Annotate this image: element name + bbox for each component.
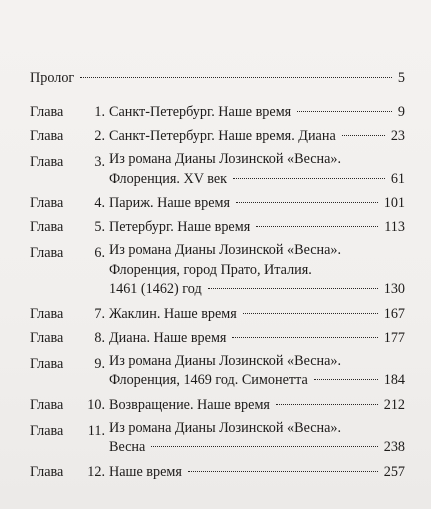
toc-row-chapter: [30, 239, 405, 302]
chapter-number: 8.: [94, 329, 105, 346]
toc-row-chapter: [30, 326, 405, 350]
chapter-page-number: 167: [383, 305, 405, 322]
toc-row-chapter: [30, 417, 405, 460]
chapter-page-number: 212: [383, 396, 405, 413]
chapter-word: Глава: [30, 154, 64, 170]
chapter-page-number: 9: [397, 104, 405, 120]
dot-leader: [256, 226, 378, 227]
chapter-title-line: Из романа Дианы Лозинской «Весна».: [109, 242, 342, 258]
toc-row-chapter: [30, 148, 405, 191]
chapter-title-line: Из романа Дианы Лозинской «Весна».: [109, 352, 342, 369]
prolog-page-number: 5: [397, 70, 405, 86]
toc-row-chapter: [30, 393, 405, 417]
prolog-title: Пролог: [30, 70, 75, 86]
table-of-contents: [30, 66, 405, 484]
chapter-title-line: Санкт-Петербург. Наше время: [109, 104, 292, 120]
chapter-title-line: Флоренция. XV век: [109, 170, 228, 187]
chapter-word: Глава: [30, 128, 64, 144]
chapter-number: 7.: [94, 305, 105, 322]
toc-row-chapter: [30, 302, 405, 326]
chapter-number: 12.: [87, 463, 105, 480]
chapter-title-line: Из романа Дианы Лозинской «Весна».: [109, 419, 342, 436]
dot-leader: [243, 313, 378, 314]
toc-row-chapter: [30, 460, 405, 484]
chapter-word: Глава: [30, 305, 64, 322]
dot-leader: [208, 288, 378, 289]
chapter-word: Глава: [30, 219, 64, 235]
chapter-title-line: Возвращение. Наше время: [109, 396, 270, 413]
toc-row-prolog: [30, 66, 405, 90]
chapter-word: Глава: [30, 245, 64, 261]
chapter-page-number: 23: [390, 128, 405, 144]
chapter-word: Глава: [30, 355, 64, 372]
chapter-title-line: Весна: [109, 439, 146, 455]
chapter-word: Глава: [30, 195, 64, 211]
chapter-title-line: Флоренция, город Прато, Италия.: [109, 261, 312, 278]
chapter-number: 5.: [94, 219, 105, 235]
dot-leader: [233, 178, 385, 179]
chapter-title-line: Из романа Дианы Лозинской «Весна».: [109, 151, 342, 167]
chapter-page-number: 101: [383, 195, 405, 211]
chapter-word: Глава: [30, 396, 64, 413]
dot-leader: [236, 202, 378, 203]
chapter-page-number: 113: [384, 219, 405, 235]
dot-leader: [188, 471, 378, 472]
chapter-title-line: Наше время: [109, 463, 182, 480]
dot-leader: [314, 379, 378, 380]
chapter-word: Глава: [30, 329, 64, 346]
chapter-page-number: 184: [383, 372, 405, 388]
chapter-page-number: 130: [383, 281, 405, 297]
toc-row-chapter: [30, 124, 405, 148]
chapter-page-number: 238: [383, 439, 405, 455]
chapter-number: 4.: [94, 195, 105, 211]
chapter-number: 3.: [94, 154, 105, 170]
dot-leader: [151, 446, 377, 447]
chapter-title-line: Флоренция, 1469 год. Симонетта: [109, 372, 308, 388]
chapter-title-line: 1461 (1462) год: [109, 281, 202, 297]
chapter-number: 1.: [94, 104, 105, 120]
dot-leader: [276, 404, 378, 405]
chapter-page-number: 177: [383, 329, 405, 346]
dot-leader: [342, 135, 385, 136]
toc-row-chapter: [30, 191, 405, 215]
toc-row-chapter: [30, 215, 405, 239]
dot-leader: [80, 77, 392, 78]
chapter-page-number: 257: [383, 463, 405, 480]
chapter-word: Глава: [30, 104, 64, 120]
chapter-number: 6.: [94, 245, 105, 261]
chapter-title-line: Санкт-Петербург. Наше время. Диана: [109, 128, 336, 144]
chapter-number: 10.: [87, 396, 105, 413]
chapter-title-line: Диана. Наше время: [109, 329, 227, 346]
dot-leader: [232, 337, 377, 338]
chapter-number: 9.: [94, 355, 105, 372]
chapter-title-line: Жаклин. Наше время: [109, 305, 237, 322]
chapter-word: Глава: [30, 422, 64, 439]
chapter-number: 11.: [87, 422, 105, 439]
chapter-number: 2.: [94, 128, 105, 144]
toc-row-chapter: [30, 100, 405, 124]
chapter-word: Глава: [30, 463, 64, 480]
chapter-page-number: 61: [390, 170, 405, 187]
chapter-title-line: Париж. Наше время: [109, 195, 231, 211]
toc-row-chapter: [30, 350, 405, 393]
chapter-title-line: Петербург. Наше время: [109, 219, 251, 235]
dot-leader: [297, 111, 392, 112]
